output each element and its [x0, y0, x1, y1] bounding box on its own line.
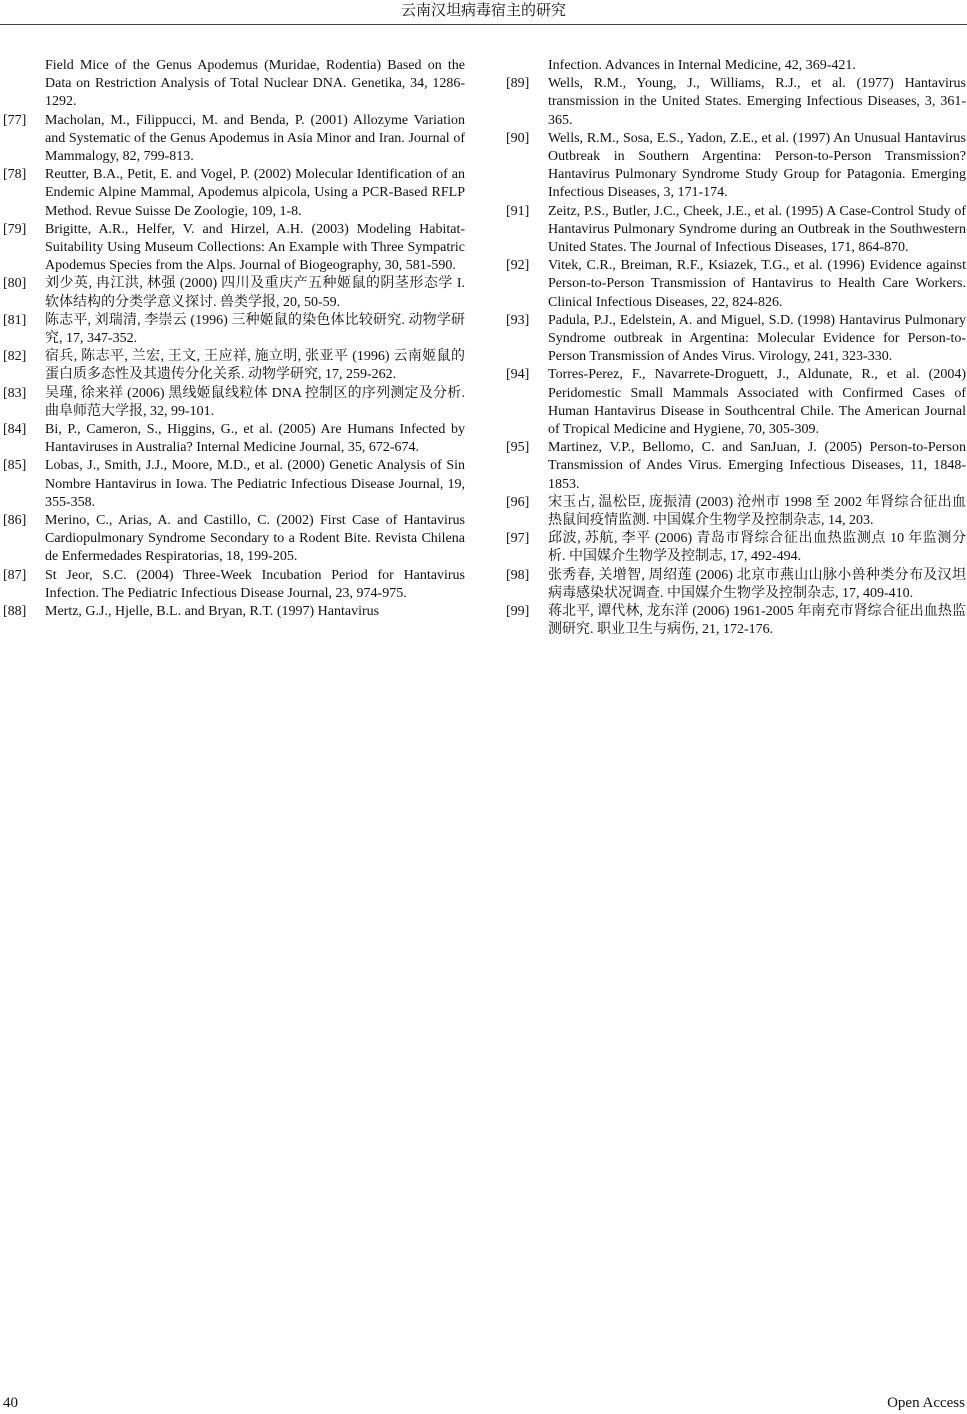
reference-item	[506, 567, 966, 603]
page-number: 40	[3, 1395, 18, 1411]
reference-item	[3, 166, 465, 221]
reference-text: Padula, P.J., Edelstein, A. and Miguel, S.D. (1998) Hantavirus Pulmonary Syndrome outbreak in Argentina: Molecular Evidence for Person-to-Person Transmission of Andes Virus. Virology, 241, 323-330.	[548, 312, 966, 365]
reference-item	[506, 312, 966, 367]
reference-number: [88]	[3, 604, 27, 620]
reference-item	[3, 457, 465, 512]
reference-number: [94]	[506, 367, 530, 383]
reference-item	[506, 203, 966, 258]
reference-item	[506, 494, 966, 530]
reference-number: [97]	[506, 531, 530, 547]
reference-item	[3, 385, 465, 421]
reference-text: Wells, R.M., Young, J., Williams, R.J., et al. (1977) Hantavirus transmission in the United States. Emerging Infectious Diseases, 3, 361-365.	[548, 76, 966, 128]
reference-text: Mertz, G.J., Hjelle, B.L. and Bryan, R.T. (1997) Hantavirus	[45, 604, 380, 620]
reference-text: Vitek, C.R., Breiman, R.F., Ksiazek, T.G., et al. (1996) Evidence against Person-to-Person Transmission of Hantavirus to Health Care Workers. Clinical Infectious Diseases, 22, 824-826.	[548, 258, 966, 310]
reference-item	[3, 421, 465, 457]
reference-number: [79]	[3, 221, 27, 237]
reference-text: Lobas, J., Smith, J.J., Moore, M.D., et al. (2000) Genetic Analysis of Sin Nombre Hantavirus in Iowa. The Pediatric Infectious Disease Journal, 19, 355-358.	[45, 458, 465, 510]
reference-number: [86]	[3, 513, 27, 529]
reference-item	[506, 257, 966, 312]
reference-text: Brigitte, A.R., Helfer, V. and Hirzel, A.H. (2003) Modeling Habitat-Suitability Using Museum Collections: An Example with Three Sympatric Apodemus Species from the Alps. Journal of Biogeography, 30, 581-590.	[45, 221, 465, 274]
reference-text: 陈志平, 刘瑞清, 李崇云 (1996) 三种姬鼠的染色体比较研究. 动物学研究, 17, 347-352.	[45, 312, 465, 347]
reference-number: [83]	[3, 385, 27, 401]
reference-text: Field Mice of the Genus Apodemus (Muridae, Rodentia) Based on the Data on Restriction Analysis of Total Nuclear DNA. Genetika, 34, 1286-1292.	[45, 58, 465, 110]
running-title: 云南汉坦病毒宿主的研究	[400, 3, 566, 19]
reference-item	[506, 530, 966, 566]
reference-number: [90]	[506, 130, 530, 146]
reference-text: Reutter, B.A., Petit, E. and Vogel, P. (2002) Molecular Identification of an Endemic Alpine Mammal, Apodemus alpicola, Using a PCR-Based RFLP Method. Revue Suisse De Zoologie, 109, 1-8.	[45, 167, 465, 219]
reference-text: Bi, P., Cameron, S., Higgins, G., et al. (2005) Are Humans Infected by Hantaviruses in Australia? Internal Medicine Journal, 35, 672-674.	[45, 422, 465, 456]
reference-number: [84]	[3, 422, 27, 438]
reference-number: [96]	[506, 494, 530, 510]
reference-item	[3, 603, 465, 621]
reference-number: [81]	[3, 312, 27, 328]
reference-number: [92]	[506, 258, 530, 274]
reference-item	[506, 130, 966, 203]
reference-text: 宿兵, 陈志平, 兰宏, 王文, 王应祥, 施立明, 张亚平 (1996) 云南姬鼠的蛋白质多态性及其遗传分化关系. 动物学研究, 17, 259-262.	[45, 349, 465, 383]
reference-number: [93]	[506, 312, 530, 328]
reference-item	[3, 312, 465, 348]
reference-item	[506, 366, 966, 439]
reference-item	[506, 75, 966, 130]
reference-number: [95]	[506, 440, 530, 456]
reference-number: [78]	[3, 167, 27, 183]
reference-item	[3, 112, 465, 167]
reference-item	[3, 275, 465, 311]
reference-text: 邱波, 苏航, 李平 (2006) 青岛市肾综合征出血热监测点 10 年监测分析. 中国媒介生物学及控制志, 17, 492-494.	[548, 531, 966, 565]
reference-item	[506, 439, 966, 494]
reference-text: 刘少英, 冉江洪, 林强 (2000) 四川及重庆产五种姬鼠的阴茎形态学 I. 软体结构的分类学意义探讨. 兽类学报, 20, 50-59.	[45, 276, 465, 310]
reference-number: [98]	[506, 567, 530, 583]
reference-column-right	[506, 57, 966, 640]
reference-number: [87]	[3, 567, 27, 583]
reference-number: [99]	[506, 604, 530, 620]
reference-number: [80]	[3, 276, 27, 292]
reference-item	[3, 348, 465, 384]
reference-number: [77]	[3, 112, 27, 128]
reference-text: Macholan, M., Filippucci, M. and Benda, P. (2001) Allozyme Variation and Systematic of the Genus Apodemus in Asia Minor and Iran. Journal of Mammalogy, 82, 799-813.	[45, 112, 465, 165]
reference-text: Infection. Advances in Internal Medicine, 42, 369-421.	[548, 58, 856, 73]
reference-text: Wells, R.M., Sosa, E.S., Yadon, Z.E., et al. (1997) An Unusual Hantavirus Outbreak in Southern Argentina: Person-to-Person Transmission? Hantavirus Pulmonary Syndrome Study Group for Patagonia. Emerging Infectious Diseases, 3, 171-174.	[548, 130, 966, 201]
open-access-label: Open Access	[887, 1395, 965, 1411]
reference-text: Zeitz, P.S., Butler, J.C., Cheek, J.E., et al. (1995) A Case-Control Study of Hantavirus Pulmonary Syndrome during an Outbreak in the Southwestern United States. The Journal of Infectious Diseases, 171, 864-870.	[548, 203, 966, 256]
reference-number: [85]	[3, 458, 27, 474]
reference-text: Torres-Perez, F., Navarrete-Droguett, J., Aldunate, R., et al. (2004) Peridomestic Small Mammals Associated with Confirmed Cases of Human Hantavirus Disease in Southcentral Chile. The American Journal of Tropical Medicine and Hygiene, 70, 305-309.	[548, 367, 966, 438]
reference-text: 蒋北平, 谭代林, 龙东洋 (2006) 1961-2005 年南充市肾综合征出血热监测研究. 职业卫生与病伤, 21, 172-176.	[548, 604, 966, 638]
reference-text: 吴瑾, 徐来祥 (2006) 黑线姬鼠线粒体 DNA 控制区的序列测定及分析. 曲阜师范大学报, 32, 99-101.	[45, 385, 465, 419]
reference-text: 宋玉占, 温松臣, 庞振清 (2003) 沧州市 1998 至 2002 年肾综合征出血热鼠间疫情监测. 中国媒介生物学及控制杂志, 14, 203.	[548, 494, 966, 529]
reference-number: [89]	[506, 76, 530, 92]
reference-item	[3, 567, 465, 603]
reference-column-left	[3, 57, 465, 621]
reference-continuation	[3, 57, 465, 112]
header-rule	[0, 24, 967, 25]
reference-number: [82]	[3, 349, 27, 365]
reference-item	[3, 221, 465, 276]
reference-item	[3, 512, 465, 567]
reference-continuation	[506, 57, 966, 75]
reference-text: St Jeor, S.C. (2004) Three-Week Incubation Period for Hantavirus Infection. The Pediatric Infectious Disease Journal, 23, 974-975.	[45, 567, 465, 601]
reference-text: 张秀春, 关增智, 周绍莲 (2006) 北京市燕山山脉小兽种类分布及汉坦病毒感染状况调查. 中国媒介生物学及控制杂志, 17, 409-410.	[548, 567, 966, 601]
reference-number: [91]	[506, 203, 530, 219]
reference-item	[506, 603, 966, 639]
reference-text: Merino, C., Arias, A. and Castillo, C. (2002) First Case of Hantavirus Cardiopulmonary Syndrome Secondary to a Rodent Bite. Revista Chilena de Enfermedades Respiratorias, 18, 199-205.	[45, 513, 465, 565]
reference-text: Martinez, V.P., Bellomo, C. and SanJuan, J. (2005) Person-to-Person Transmission of Andes Virus. Emerging Infectious Diseases, 11, 1848-1853.	[548, 440, 966, 492]
